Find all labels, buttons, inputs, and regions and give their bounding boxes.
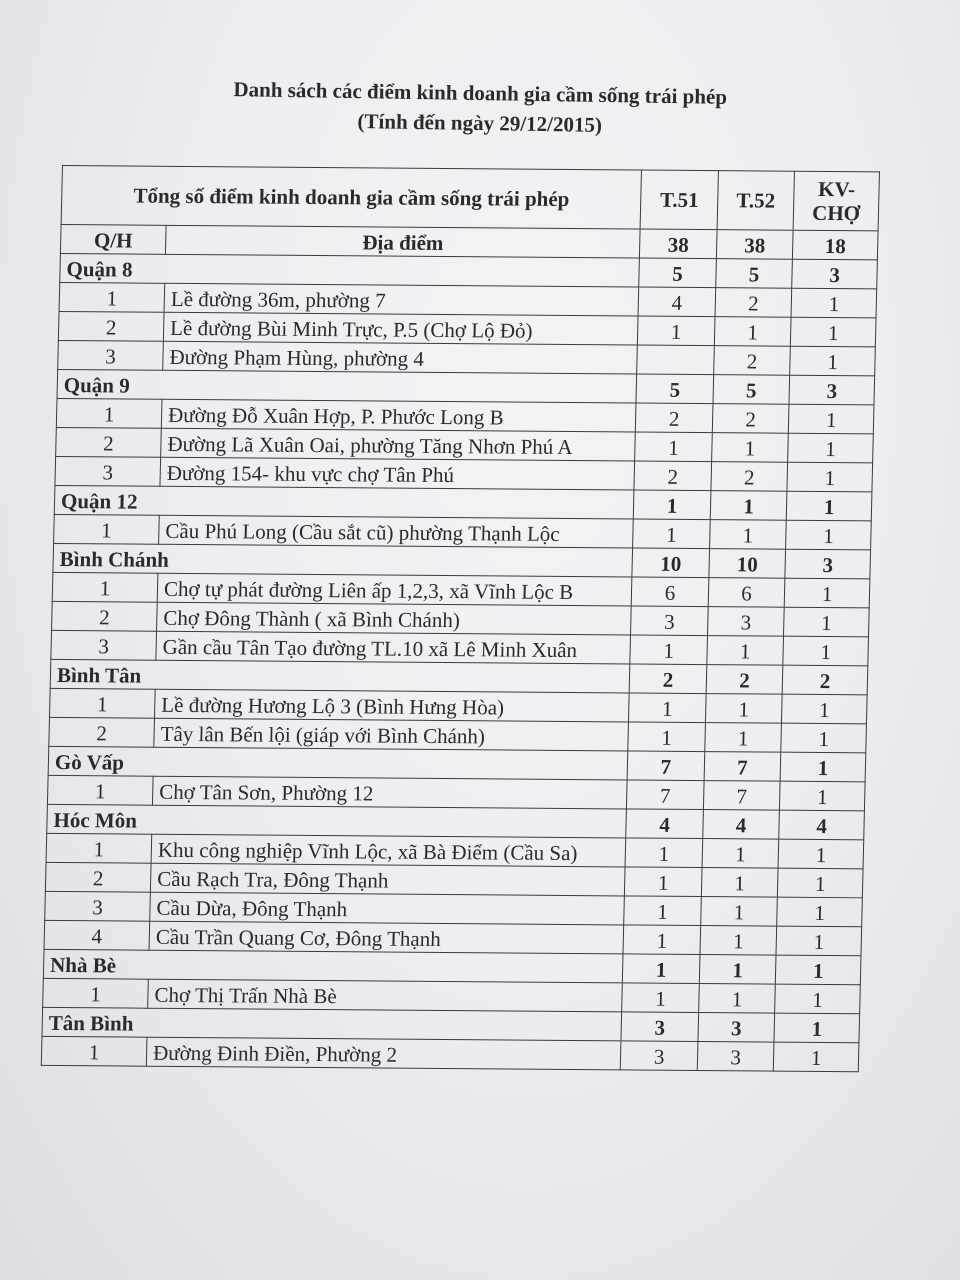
value-t51: 4 bbox=[638, 287, 715, 317]
row-number: 1 bbox=[49, 688, 155, 718]
row-number: 1 bbox=[47, 775, 153, 805]
district-t52: 2 bbox=[706, 665, 783, 695]
location: Đường Đỗ Xuân Hợp, P. Phước Long B bbox=[161, 399, 636, 432]
location: Khu công nghiệp Vĩnh Lộc, xã Bà Điểm (Cầu Sa) bbox=[151, 834, 626, 867]
header-location: Địa điểm bbox=[165, 225, 640, 258]
value-t51: 6 bbox=[632, 577, 709, 607]
row-number: 1 bbox=[41, 1036, 147, 1066]
value-t51: 7 bbox=[627, 780, 704, 810]
row-number: 2 bbox=[56, 427, 162, 457]
value-kv: 1 bbox=[774, 1042, 859, 1072]
value-t52: 7 bbox=[703, 781, 780, 811]
district-t51: 1 bbox=[634, 490, 711, 520]
row-number: 2 bbox=[52, 601, 158, 631]
district-name: Bình Tân bbox=[50, 659, 630, 693]
row-number: 2 bbox=[58, 311, 164, 341]
value-t52: 1 bbox=[700, 926, 777, 956]
header-kv-line1: KV- bbox=[817, 176, 856, 202]
value-kv: 1 bbox=[780, 781, 865, 811]
district-name: Bình Chánh bbox=[53, 543, 633, 577]
value-t51: 2 bbox=[636, 403, 713, 433]
row-number: 3 bbox=[51, 630, 157, 660]
district-kv: 4 bbox=[779, 810, 864, 840]
value-t52: 1 bbox=[705, 723, 782, 753]
district-kv: 3 bbox=[785, 549, 870, 579]
row-number: 4 bbox=[44, 920, 150, 950]
district-name: Quận 9 bbox=[57, 369, 637, 403]
district-name: Nhà Bè bbox=[43, 949, 623, 983]
value-t52: 1 bbox=[701, 868, 778, 898]
value-kv: 1 bbox=[778, 868, 863, 898]
district-t51: 5 bbox=[636, 374, 713, 404]
value-t51: 3 bbox=[621, 1041, 698, 1071]
district-t51: 1 bbox=[623, 954, 700, 984]
row-number: 1 bbox=[54, 514, 160, 544]
district-name: Hóc Môn bbox=[47, 804, 627, 838]
value-t51: 1 bbox=[623, 925, 700, 955]
value-t51: 1 bbox=[635, 432, 712, 462]
summary-label: Tổng số điểm kinh doanh gia cầm sống trái phép bbox=[61, 166, 642, 230]
value-t52: 2 bbox=[713, 346, 790, 376]
district-t51: 4 bbox=[626, 809, 703, 839]
value-t51: 1 bbox=[622, 983, 699, 1013]
header-kv-cho bbox=[793, 171, 879, 231]
location: Lề đường Hương Lộ 3 (Bình Hưng Hòa) bbox=[155, 689, 630, 722]
district-t51: 7 bbox=[627, 751, 704, 781]
value-kv: 1 bbox=[790, 346, 875, 376]
value-kv: 1 bbox=[791, 317, 876, 347]
value-t52: 1 bbox=[700, 897, 777, 927]
district-name: Gò Vấp bbox=[48, 746, 628, 780]
district-kv: 1 bbox=[780, 752, 865, 782]
row-number: 2 bbox=[45, 862, 151, 892]
district-kv: 3 bbox=[792, 259, 877, 289]
location: Cầu Rạch Tra, Đông Thạnh bbox=[150, 863, 625, 896]
district-kv: 1 bbox=[776, 955, 861, 985]
value-kv: 1 bbox=[791, 288, 876, 318]
location: Cầu Phú Long (Cầu sắt cũ) phường Thạnh Lộc bbox=[159, 515, 634, 548]
row-number: 3 bbox=[58, 340, 164, 370]
total-t51: 38 bbox=[640, 229, 717, 259]
document-title: Danh sách các điểm kinh doanh gia cầm sống trái phép bbox=[233, 77, 728, 109]
value-kv: 1 bbox=[788, 433, 873, 463]
location: Đường Phạm Hùng, phường 4 bbox=[163, 341, 638, 374]
value-t51: 1 bbox=[629, 693, 706, 723]
header-kv-line2: CHỢ bbox=[811, 200, 861, 226]
location: Lề đường Bùi Minh Trực, P.5 (Chợ Lộ Đỏ) bbox=[163, 312, 638, 345]
row-number: 2 bbox=[49, 717, 155, 747]
header-row-1 bbox=[61, 166, 879, 231]
value-t51: 2 bbox=[634, 461, 711, 491]
district-t52: 4 bbox=[703, 810, 780, 840]
location: Tây lân Bến lội (giáp với Bình Chánh) bbox=[154, 718, 629, 751]
value-t51: 1 bbox=[633, 519, 710, 549]
location: Cầu Dừa, Đông Thạnh bbox=[150, 892, 625, 925]
value-t52: 2 bbox=[715, 288, 792, 318]
district-kv: 1 bbox=[774, 1013, 859, 1043]
district-kv: 2 bbox=[782, 665, 867, 695]
value-kv: 1 bbox=[789, 404, 874, 434]
value-kv: 1 bbox=[781, 723, 866, 753]
illegal-poultry-points-table bbox=[41, 165, 880, 1072]
total-t52: 38 bbox=[716, 230, 793, 260]
district-t51: 2 bbox=[629, 664, 706, 694]
location: Chợ Tân Sơn, Phường 12 bbox=[152, 776, 627, 809]
location: Lề đường 36m, phường 7 bbox=[164, 283, 639, 316]
location: Đường 154- khu vực chợ Tân Phú bbox=[160, 457, 635, 490]
value-kv: 1 bbox=[778, 839, 863, 869]
row-number: 1 bbox=[43, 978, 149, 1008]
value-t51: 3 bbox=[631, 606, 708, 636]
value-t51: 1 bbox=[638, 316, 715, 346]
value-kv: 1 bbox=[787, 462, 872, 492]
district-t52: 10 bbox=[709, 549, 786, 579]
value-kv: 1 bbox=[783, 636, 868, 666]
district-t51: 3 bbox=[621, 1012, 698, 1042]
district-t52: 7 bbox=[704, 752, 781, 782]
location: Chợ Đông Thành ( xã Bình Chánh) bbox=[157, 602, 632, 635]
location: Chợ tự phát đường Liên ấp 1,2,3, xã Vĩnh Lộc B bbox=[157, 573, 632, 606]
value-kv: 1 bbox=[784, 607, 869, 637]
district-t52: 5 bbox=[713, 375, 790, 405]
header-qh: Q/H bbox=[60, 224, 166, 254]
value-t52: 3 bbox=[697, 1042, 774, 1072]
district-t52: 3 bbox=[698, 1013, 775, 1043]
document-subtitle: (Tính đến ngày 29/12/2015) bbox=[357, 109, 603, 137]
header-t52: T.52 bbox=[717, 171, 795, 231]
district-t52: 5 bbox=[716, 259, 793, 289]
value-kv: 1 bbox=[782, 694, 867, 724]
value-t52: 1 bbox=[707, 636, 784, 666]
district-t51: 5 bbox=[639, 258, 716, 288]
district-t52: 1 bbox=[699, 955, 776, 985]
total-kv: 18 bbox=[793, 230, 878, 260]
header-t51: T.51 bbox=[640, 170, 718, 230]
table-row bbox=[41, 1036, 859, 1071]
district-kv: 3 bbox=[789, 375, 874, 405]
value-t52: 1 bbox=[702, 839, 779, 869]
location: Đường Đinh Điền, Phường 2 bbox=[146, 1037, 621, 1070]
value-t52: 3 bbox=[707, 607, 784, 637]
value-t51: 1 bbox=[624, 896, 701, 926]
row-number: 1 bbox=[46, 833, 152, 863]
value-t52: 1 bbox=[698, 984, 775, 1014]
value-kv: 1 bbox=[784, 578, 869, 608]
value-t52: 1 bbox=[705, 694, 782, 724]
value-t51: 1 bbox=[630, 635, 707, 665]
value-t52: 2 bbox=[711, 462, 788, 492]
district-name: Tân Bình bbox=[42, 1007, 622, 1041]
district-name: Quận 12 bbox=[54, 485, 634, 519]
document-heading bbox=[150, 73, 811, 143]
row-number: 1 bbox=[56, 398, 162, 428]
value-t52: 1 bbox=[714, 317, 791, 347]
value-t51: 1 bbox=[625, 867, 702, 897]
value-t52: 1 bbox=[711, 433, 788, 463]
row-number: 1 bbox=[59, 282, 165, 312]
district-name: Quận 8 bbox=[60, 253, 640, 287]
value-t51 bbox=[637, 345, 714, 375]
row-number: 3 bbox=[55, 456, 161, 486]
district-t52: 1 bbox=[710, 491, 787, 521]
district-kv: 1 bbox=[787, 491, 872, 521]
value-kv: 1 bbox=[776, 926, 861, 956]
value-kv: 1 bbox=[786, 520, 871, 550]
value-t52: 6 bbox=[708, 578, 785, 608]
location: Đường Lã Xuân Oai, phường Tăng Nhơn Phú A bbox=[161, 428, 636, 461]
value-t51: 1 bbox=[625, 838, 702, 868]
value-t51: 1 bbox=[628, 722, 705, 752]
row-number: 1 bbox=[52, 572, 158, 602]
row-number: 3 bbox=[45, 891, 151, 921]
district-t51: 10 bbox=[632, 548, 709, 578]
location: Cầu Trần Quang Cơ, Đông Thạnh bbox=[149, 921, 624, 954]
value-kv: 1 bbox=[777, 897, 862, 927]
value-t52: 1 bbox=[709, 520, 786, 550]
location: Gần cầu Tân Tạo đường TL.10 xã Lê Minh Xuân bbox=[156, 631, 631, 664]
value-kv: 1 bbox=[775, 984, 860, 1014]
value-t52: 2 bbox=[712, 404, 789, 434]
location: Chợ Thị Trấn Nhà Bè bbox=[148, 979, 623, 1012]
